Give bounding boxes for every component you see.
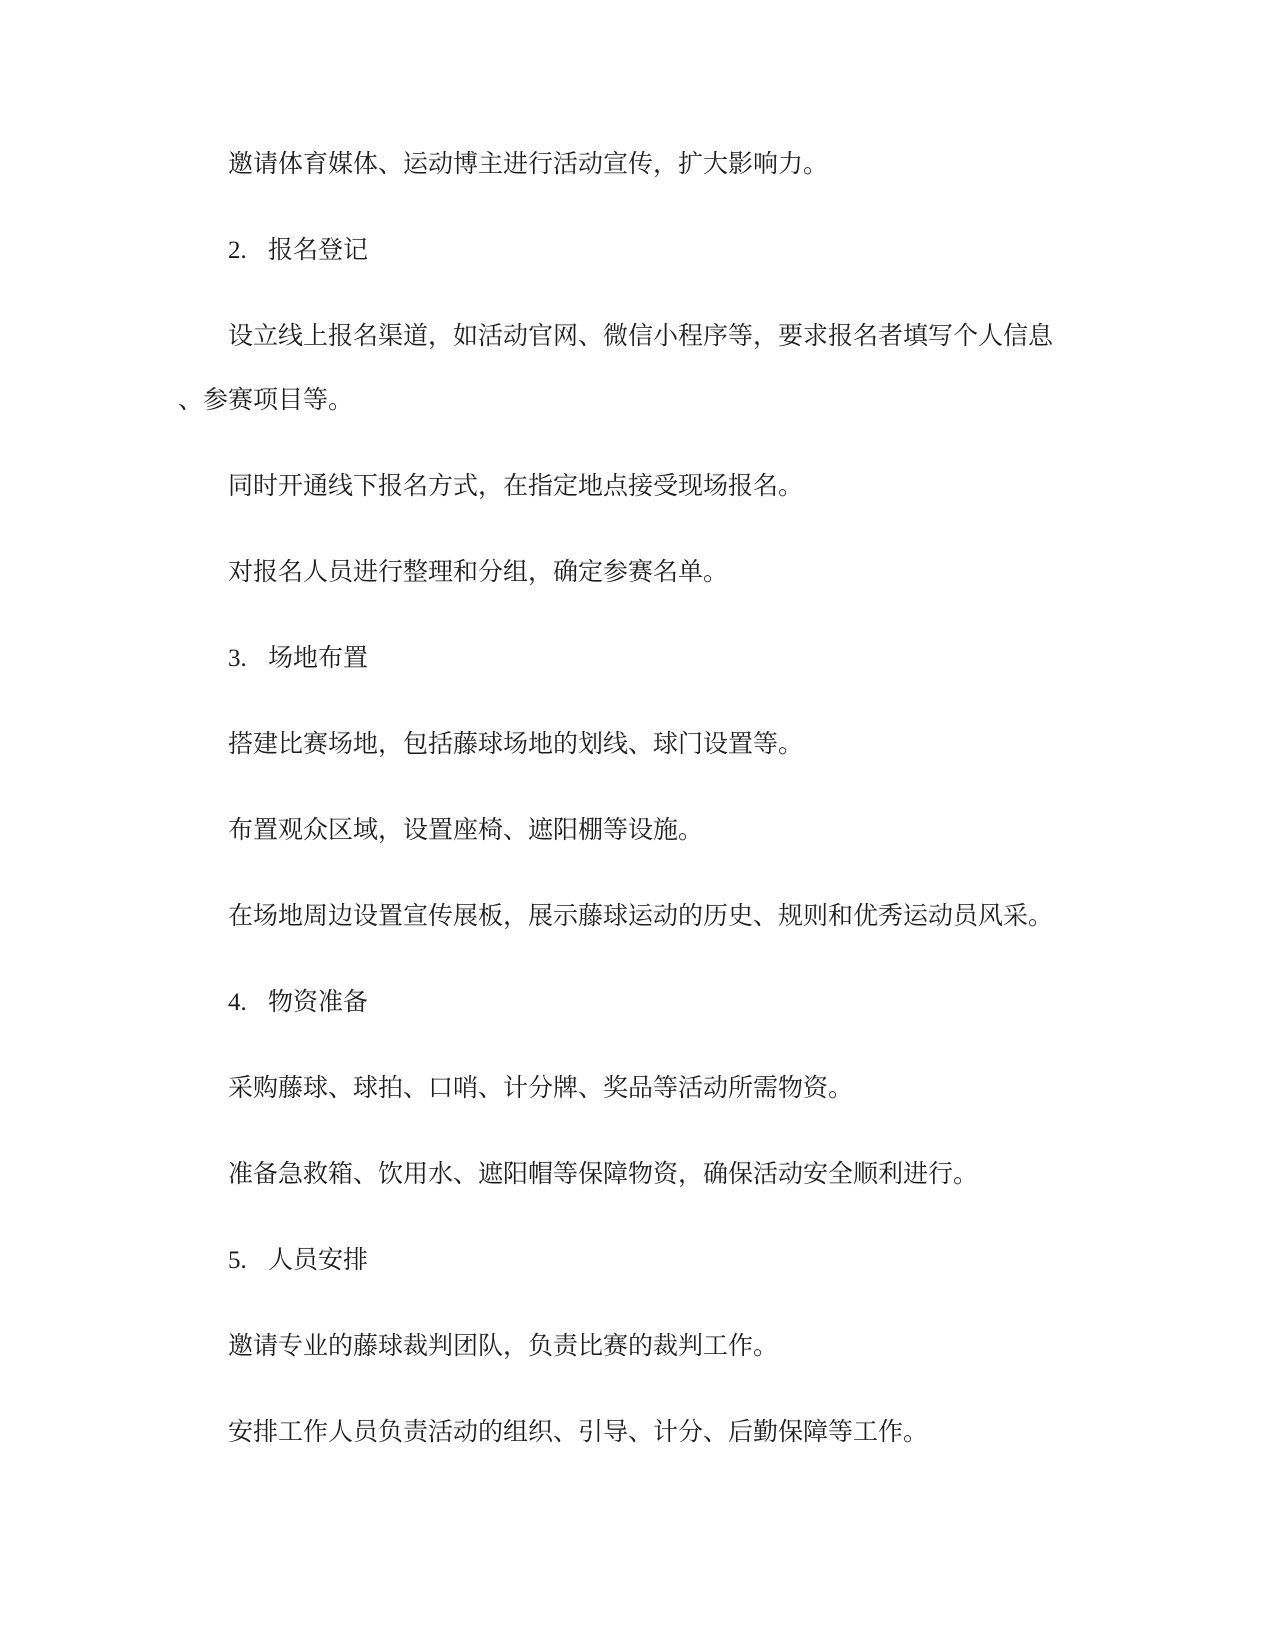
- paragraph-publicity: 邀请体育媒体、运动博主进行活动宣传，扩大影响力。: [228, 151, 829, 178]
- section-number: 3.: [228, 645, 247, 672]
- section-heading-supplies: [178, 971, 1125, 1035]
- section-number: 2.: [228, 237, 247, 264]
- paragraph-grouping: 对报名人员进行整理和分组，确定参赛名单。: [228, 559, 729, 586]
- section-number: 4.: [228, 989, 247, 1016]
- section-number: 5.: [228, 1247, 247, 1274]
- paragraph-purchase: 采购藤球、球拍、口哨、计分牌、奖品等活动所需物资。: [228, 1075, 854, 1102]
- section-title: 物资准备: [268, 989, 369, 1016]
- paragraph-display-boards: 在场地周边设置宣传展板，展示藤球运动的历史、规则和优秀运动员风采。: [228, 903, 1054, 930]
- paragraph-line: 、参赛项目等。: [178, 387, 354, 414]
- section-heading-registration: [178, 219, 1125, 283]
- section-title: 场地布置: [268, 645, 369, 672]
- paragraph-line: 设立线上报名渠道，如活动官网、微信小程序等，要求报名者填写个人信息: [228, 323, 1054, 350]
- section-title: 人员安排: [268, 1247, 369, 1274]
- paragraph-referees: 邀请专业的藤球裁判团队，负责比赛的裁判工作。: [228, 1333, 779, 1360]
- paragraph-court-setup: 搭建比赛场地，包括藤球场地的划线、球门设置等。: [228, 731, 804, 758]
- section-heading-personnel: [178, 1229, 1125, 1293]
- paragraph-staff: 安排工作人员负责活动的组织、引导、计分、后勤保障等工作。: [228, 1419, 929, 1446]
- paragraph-offline-signup: 同时开通线下报名方式，在指定地点接受现场报名。: [228, 473, 804, 500]
- paragraph-audience-area: 布置观众区域，设置座椅、遮阳棚等设施。: [228, 817, 704, 844]
- paragraph-online-signup: [178, 305, 1125, 433]
- section-heading-venue: [178, 627, 1125, 691]
- paragraph-safety-supplies: 准备急救箱、饮用水、遮阳帽等保障物资，确保活动安全顺利进行。: [228, 1161, 979, 1188]
- section-title: 报名登记: [268, 237, 369, 264]
